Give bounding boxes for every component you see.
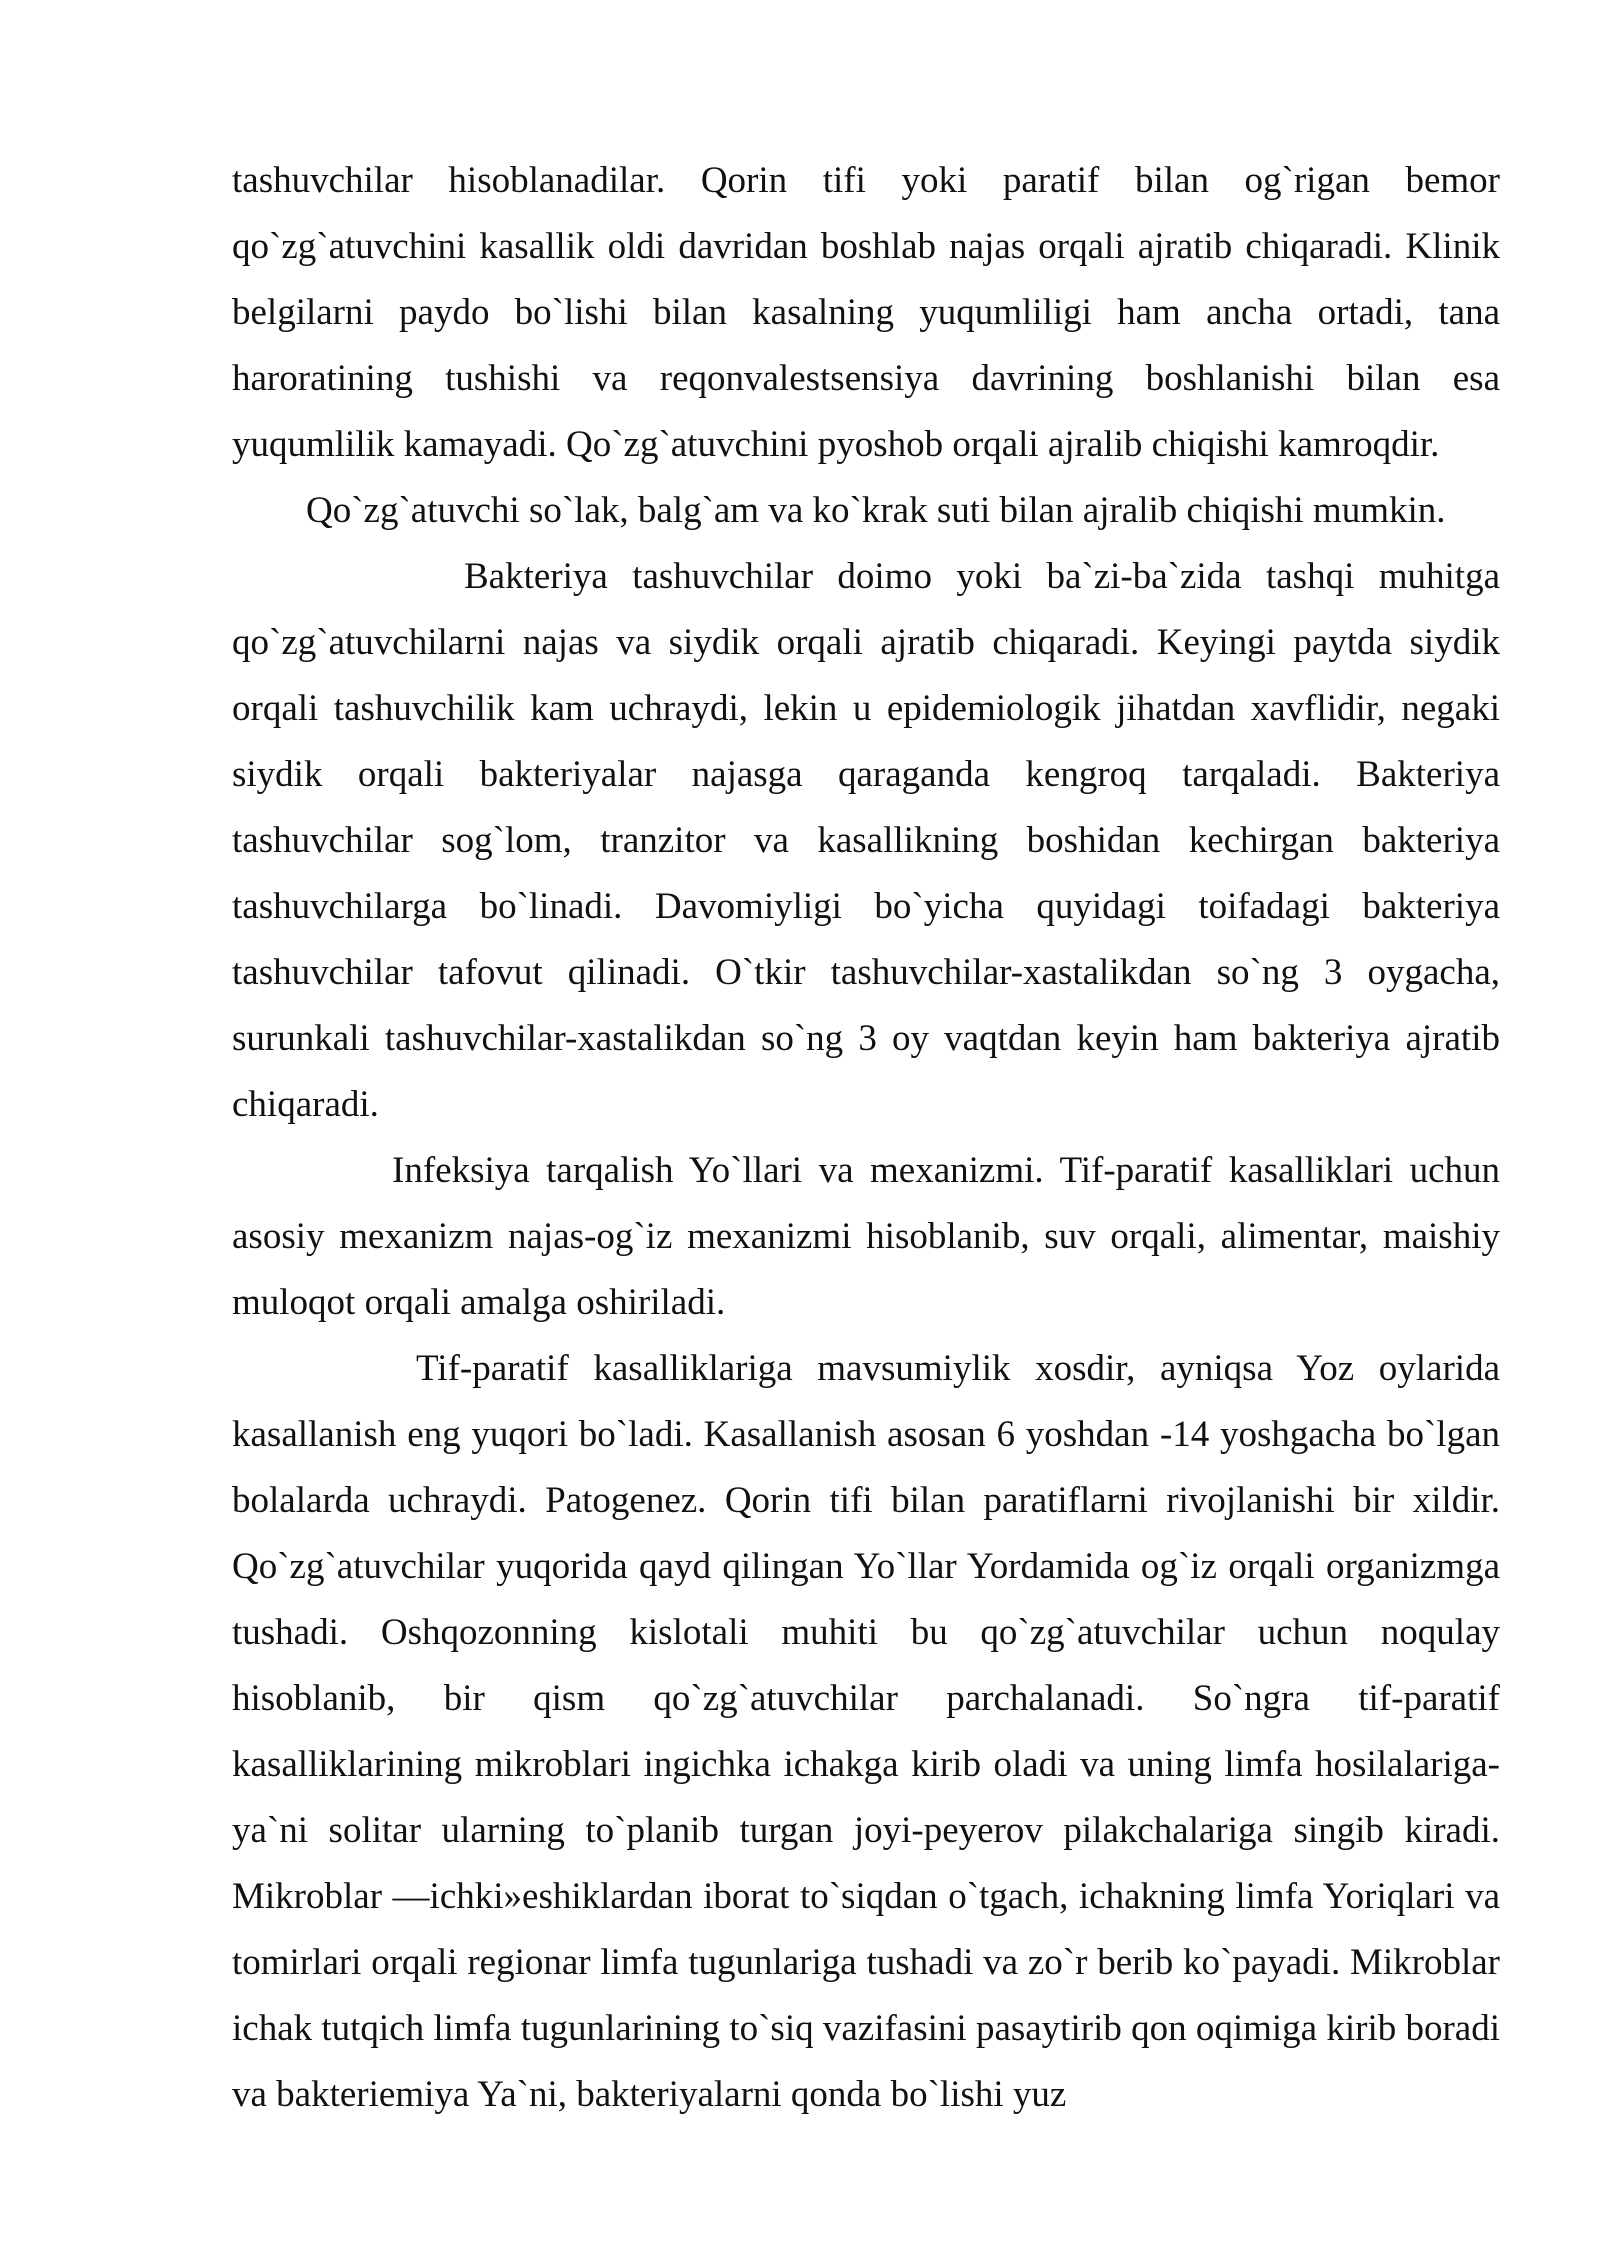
document-page <box>232 148 1500 2128</box>
paragraph-pathogenesis: Tif-paratif kasalliklariga mavsumiylik xosdir, ayniqsa Yoz oylarida kasallanish eng yuqori bo`ladi. Kasallanish asosan 6 yoshdan -14 yoshgacha bo`lgan bolalarda uchraydi. Patogenez. Qorin tifi bilan paratiflarni rivojlanishi bir xildir. Qo`zg`atuvchilar yuqorida qayd qilingan Yo`llar Yordamida og`iz orqali organizmga tushadi. Oshqozonning kislotali muhiti bu qo`zg`atuvchilar uchun noqulay hisoblanib, bir qism qo`zg`atuvchilar parchalanadi. So`ngra tif-paratif kasalliklarining mikroblari ingichka ichakga kirib oladi va uning limfa hosilalariga-ya`ni solitar ularning to`planib turgan joyi-peyerov pilakchalariga singib kiradi. Mikroblar ―ichki»eshiklardan iborat to`siqdan o`tgach, ichakning limfa Yoriqlari va tomirlari orqali regionar limfa tugunlariga tushadi va zo`r berib ko`payadi. Mikroblar ichak tutqich limfa tugunlarining to`siq vazifasini pasaytirib qon oqimiga kirib boradi va bakteriemiya Ya`ni, bakteriyalarni qonda bo`lishi yuz <box>232 1348 1501 2115</box>
paragraph-carriers: tashuvchilar hisoblanadilar. Qorin tifi yoki paratif bilan og`rigan bemor qo`zg`atuvchini kasallik oldi davridan boshlab najas orqali ajratib chiqaradi. Klinik belgilarni paydo bo`lishi bilan kasalning yuqumliligi ham ancha ortadi, tana haroratining tushishi va reqonvalestsensiya davrining boshlanishi bilan esa yuqumlilik kamayadi. Qo`zg`atuvchini pyoshob orqali ajralib chiqishi kamroqdir. <box>232 160 1500 465</box>
paragraph-bacteria-carriers: Bakteriya tashuvchilar doimo yoki ba`zi-ba`zida tashqi muhitga qo`zg`atuvchilarni najas va siydik orqali ajratib chiqaradi. Keyingi paytda siydik orqali tashuvchilik kam uchraydi, lekin u epidemiologik jihatdan xavflidir, negaki siydik orqali bakteriyalar najasga qaraganda kengroq tarqaladi. Bakteriya tashuvchilar sog`lom, tranzitor va kasallikning boshidan kechirgan bakteriya tashuvchilarga bo`linadi. Davomiyligi bo`yicha quyidagi toifadagi bakteriya tashuvchilar tafovut qilinadi. O`tkir tashuvchilar-xastalikdan so`ng 3 oygacha, surunkali tashuvchilar-xastalikdan so`ng 3 oy vaqtdan keyin ham bakteriya ajratib chiqaradi. <box>232 556 1500 1125</box>
paragraph-transmission: Infeksiya tarqalish Yo`llari va mexanizmi. Tif-paratif kasalliklari uchun asosiy mexanizm najas-og`iz mexanizmi hisoblanib, suv orqali, alimentar, maishiy muloqot orqali amalga oshiriladi. <box>232 1150 1500 1323</box>
paragraph-saliva: Qo`zg`atuvchi so`lak, balg`am va ko`krak suti bilan ajralib chiqishi mumkin. <box>306 490 1446 531</box>
